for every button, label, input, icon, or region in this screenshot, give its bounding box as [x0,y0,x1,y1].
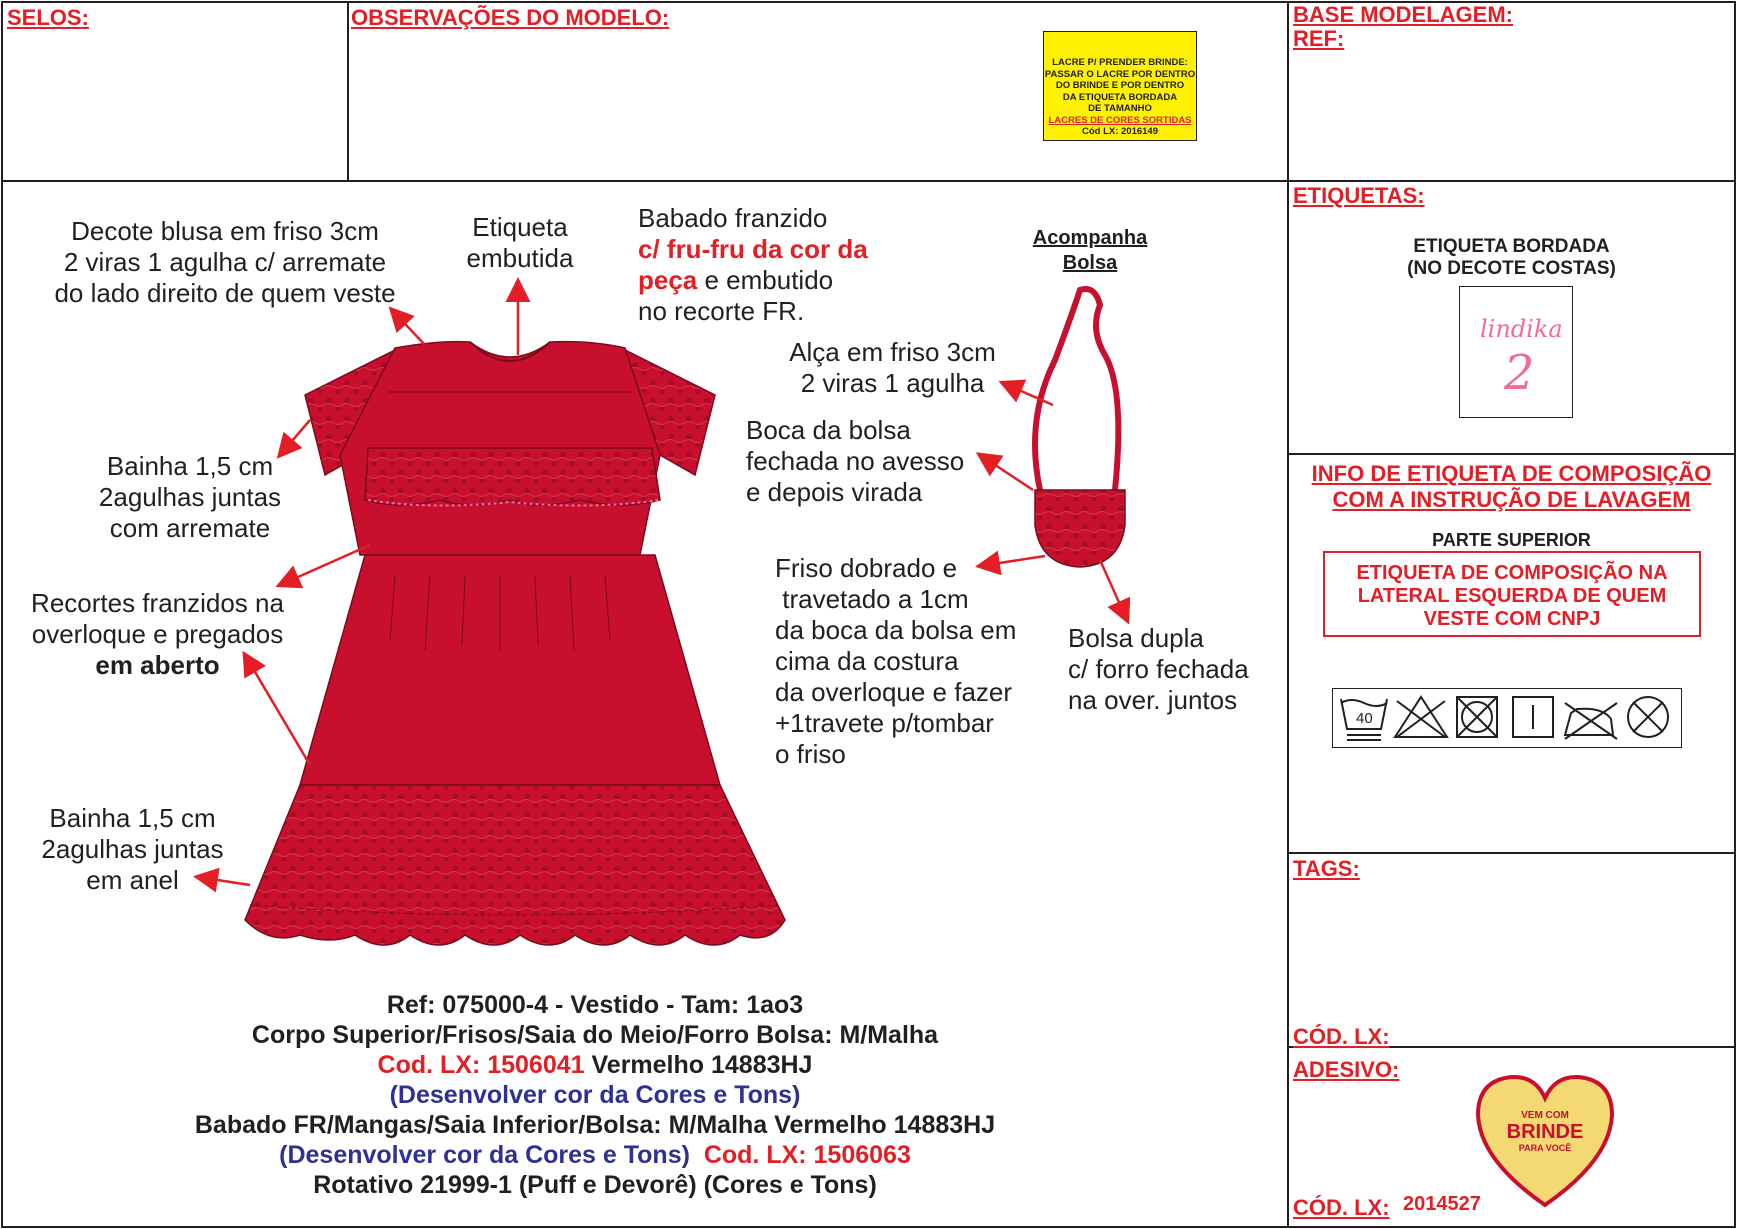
observacoes-label: OBSERVAÇÕES DO MODELO: [351,5,670,30]
spec-line: (Desenvolver cor da Cores e Tons) [389,1081,801,1109]
annotation-line: do lado direito de quem veste [54,278,396,308]
size-number: 2 [1504,345,1535,401]
wash-symbols [1332,688,1682,748]
lower-skirt [245,785,785,945]
composicao-line: VESTE COM CNPJ [1423,608,1601,630]
ref-label: REF: [1293,26,1345,51]
tags-label: TAGS: [1293,856,1360,881]
annotation-line: 2agulhas juntas [98,482,282,512]
wash-icons [1333,689,1683,749]
wash-temp-text: 40 [1356,710,1373,727]
brand-logo: lindika [1480,315,1563,343]
lacre-line: DE TAMANHO [1088,103,1152,114]
annotation-alca [780,337,1005,399]
sticker-line-1: VEM COM [1521,1110,1569,1121]
annotation-line: 2 viras 1 agulha [800,368,985,398]
annotation-line: Bainha 1,5 cm [106,451,274,481]
annotation-line: o friso [775,739,846,769]
annotation-recortes [20,588,295,681]
info-line: COM A INSTRUÇÃO DE LAVAGEM [1332,487,1691,512]
adesivo-code: 2014527 [1403,1193,1481,1215]
composicao-box [1323,551,1701,637]
annotation-line: overloque e pregados [31,619,284,649]
annotation-line: 2 viras 1 agulha c/ arremate [63,247,387,277]
annotation-line: travetado a 1cm [775,584,969,614]
base-modelagem-label: BASE MODELAGEM: [1293,2,1513,27]
annotation-boca [746,415,986,508]
ruffle [365,448,660,505]
no-iron-icon [1565,703,1617,739]
spec-cod-lx: Cod. LX: 1506041 [377,1051,585,1079]
spec-blue: (Desenvolver cor da Cores e Tons) [279,1141,690,1169]
annotation-line: Decote blusa em friso 3cm [71,216,379,246]
annotation-line: Babado franzido [638,203,828,233]
annotation-babado [638,203,938,327]
lacre-line: DA ETIQUETA BORDADA [1062,91,1178,103]
annotation-line: Recortes franzidos na [31,588,284,618]
composicao-line: LATERAL ESQUERDA DE QUEM [1357,585,1667,607]
annotation-bainha-saia [25,803,240,896]
annotation-bolsa-dupla [1068,623,1278,716]
annotation-line: embutida [466,243,574,273]
annotation-line: Bainha 1,5 cm [49,803,216,833]
annotation-line: Alça em friso 3cm [789,337,996,367]
spec-line: Babado FR/Mangas/Saia Inferior/Bolsa: M/Malha Vermelho 14883HJ [194,1111,996,1139]
spec-line [40,1050,1150,1080]
annotation-line: Etiqueta [472,212,568,242]
lacre-code: Cód LX: 2016149 [1081,126,1159,137]
annotation-line: em aberto [95,650,220,680]
no-dry-clean-icon [1628,697,1668,737]
annotation-line: na over. juntos [1068,685,1238,715]
annotation-line [638,265,938,296]
composicao-line: ETIQUETA DE COMPOSIÇÃO NA [1356,562,1668,584]
annotation-line: 2agulhas juntas [41,834,224,864]
spec-line: Ref: 075000-4 - Vestido - Tam: 1ao3 [386,991,804,1019]
info-composicao-title [1289,461,1734,513]
middle-skirt [300,555,720,785]
adesivo-label: ADESIVO: [1293,1057,1400,1082]
annotation-line: com arremate [109,513,271,543]
bordada-line: ETIQUETA BORDADA [1413,236,1610,257]
parte-superior-label: PARTE SUPERIOR [1432,530,1591,550]
annotation-line: Bolsa [1062,252,1118,274]
annotation-line: da overloque e fazer [775,677,1013,707]
sticker-line-2: BRINDE [1506,1121,1584,1143]
spec-block [40,990,1150,1200]
annotation-line: +1travete p/tombar [775,708,994,738]
annotation-red: peça [638,265,698,295]
annotation-line: cima da costura [775,646,959,676]
annotation-bainha-manga [80,451,300,544]
bag-body [1035,490,1125,567]
annotation-line: e depois virada [746,477,923,507]
bordada-line: (NO DECOTE COSTAS) [1407,258,1616,279]
annotation-friso [775,553,1045,770]
info-line: INFO DE ETIQUETA DE COMPOSIÇÃO [1311,461,1712,486]
etiqueta-bordada-card [1459,286,1573,418]
annotation-line: Boca da bolsa [746,415,911,445]
annotation-span: e embutido [697,265,834,295]
spec-line: Corpo Superior/Frisos/Saia do Meio/Forro Bolsa: M/Malha [251,1021,939,1049]
sticker-text [1478,1110,1612,1153]
lacre-red-line: LACRES DE CORES SORTIDAS [1048,114,1192,126]
drip-dry-icon [1513,697,1553,737]
spec-cod-lx: Cod. LX: 1506063 [703,1141,911,1169]
lacre-line: PASSAR O LACRE POR DENTRO [1044,68,1196,80]
spec-line [40,1140,1150,1170]
annotation-decote [40,216,410,309]
lacre-line: DO BRINDE E POR DENTRO [1055,80,1185,91]
etiqueta-bordada-title [1289,236,1734,280]
annotation-line: Acompanha [1032,227,1148,249]
annotation-line: c/ fru-fru da cor da [638,234,868,264]
no-bleach-icon [1395,697,1447,737]
no-tumble-dry-icon [1457,697,1497,737]
annotation-line: em anel [86,865,179,895]
annotation-etiqueta [455,212,585,274]
spec-line: Rotativo 21999-1 (Puff e Devorê) (Cores e Tons) [313,1171,877,1199]
annotation-acompanha [1010,226,1170,276]
selos-label: SELOS: [7,5,89,30]
annotation-line: no recorte FR. [638,296,805,326]
cod-lx-adesivo-label: CÓD. LX: [1293,1195,1390,1220]
sticker-line-3: PARA VOCÊ [1518,1143,1572,1153]
etiquetas-label: ETIQUETAS: [1293,183,1425,208]
spec-span: Vermelho 14883HJ [584,1051,813,1079]
annotation-line: da boca da bolsa em [775,615,1017,645]
annotation-line: fechada no avesso [746,446,965,476]
lacre-line: LACRE P/ PRENDER BRINDE: [1052,57,1188,68]
annotation-line: Friso dobrado e [775,553,958,583]
cod-lx-tags-label: CÓD. LX: [1293,1024,1390,1049]
bag-strap [1035,289,1118,490]
annotation-line: Bolsa dupla [1068,623,1204,653]
annotation-line: c/ forro fechada [1068,654,1249,684]
